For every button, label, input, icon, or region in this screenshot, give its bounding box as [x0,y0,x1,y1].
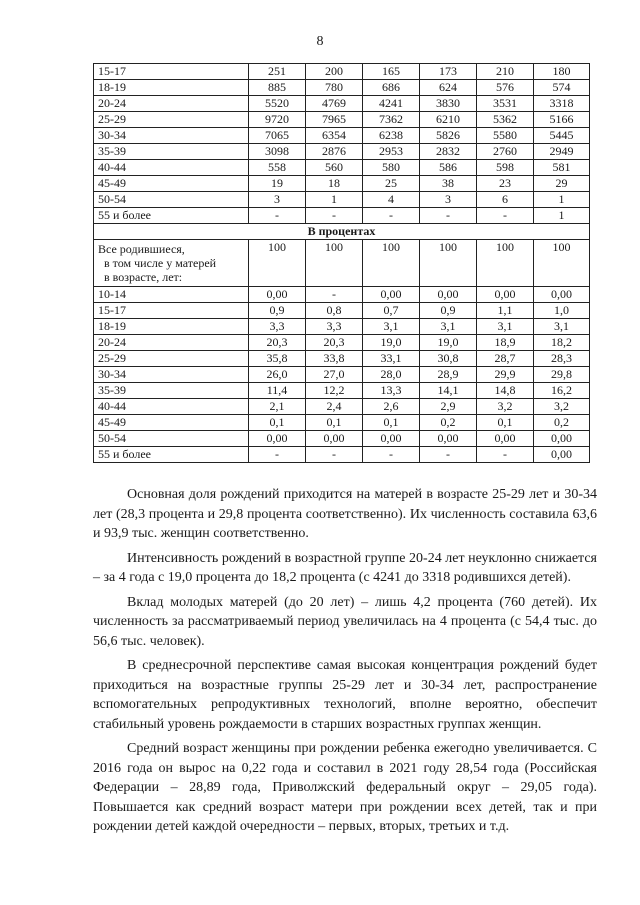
table-cell: - [363,208,420,224]
row-label: 18-19 [94,319,249,335]
table-cell: 13,3 [363,383,420,399]
table-cell: 28,9 [420,367,477,383]
table-cell: - [420,447,477,463]
table-cell: 2,1 [249,399,306,415]
table-cell: 100 [249,240,306,287]
table-cell: 576 [477,80,534,96]
percent-section [94,287,590,463]
all-births-label-line3: в возрасте, лет: [104,270,183,284]
percent-section-header [94,224,590,287]
table-cell: 5520 [249,96,306,112]
table-cell: 27,0 [306,367,363,383]
table-cell: - [249,447,306,463]
table-cell: 23 [477,176,534,192]
table-cell: 29,8 [534,367,590,383]
table-row [94,128,590,144]
table-cell: 0,00 [363,431,420,447]
table-cell: - [363,447,420,463]
table-cell: 26,0 [249,367,306,383]
table-cell: 2760 [477,144,534,160]
all-births-row [94,240,590,287]
table-cell: 0,1 [363,415,420,431]
table-cell: 3,1 [534,319,590,335]
row-label: 30-34 [94,128,249,144]
table-cell: 11,4 [249,383,306,399]
all-births-label-line1: Все родившиеся, [98,242,185,256]
table-row [94,96,590,112]
paragraph: Интенсивность рождений в возрастной группе 20-24 лет неуклонно снижается – за 4 года с 19,0 процента до 18,2 процента (с 4241 до 3318 родившихся детей). [93,550,597,585]
row-label: 55 и более [94,208,249,224]
table-cell: 20,3 [249,335,306,351]
table-row [94,367,590,383]
table-cell: 180 [534,64,590,80]
table-cell: 5580 [477,128,534,144]
table-cell: 2832 [420,144,477,160]
row-label: 35-39 [94,383,249,399]
row-label: 18-19 [94,80,249,96]
table-cell: 0,00 [249,431,306,447]
percent-section-title: В процентах [94,224,590,240]
table-cell: 9720 [249,112,306,128]
row-label: 20-24 [94,96,249,112]
row-label: 35-39 [94,144,249,160]
table-cell: 0,9 [249,303,306,319]
table-cell: 20,3 [306,335,363,351]
table-row [94,303,590,319]
row-label: 45-49 [94,176,249,192]
table-cell: 173 [420,64,477,80]
table-cell: 0,00 [363,287,420,303]
table-cell: 780 [306,80,363,96]
table-row [94,319,590,335]
table-cell: 0,7 [363,303,420,319]
table-cell: 3 [420,192,477,208]
table-cell: 3,3 [249,319,306,335]
table-cell: 33,1 [363,351,420,367]
table-cell: - [306,447,363,463]
table-cell: 2,6 [363,399,420,415]
table-cell: 624 [420,80,477,96]
table-cell: 14,8 [477,383,534,399]
row-label: 15-17 [94,64,249,80]
table-cell: 686 [363,80,420,96]
row-label: 40-44 [94,399,249,415]
table-cell: 0,00 [249,287,306,303]
table-cell: 28,3 [534,351,590,367]
table-cell: 3,2 [534,399,590,415]
row-label: 50-54 [94,192,249,208]
table-cell: 0,1 [477,415,534,431]
table-cell: 4241 [363,96,420,112]
table-cell: 16,2 [534,383,590,399]
table-cell: 0,9 [420,303,477,319]
table-cell: 598 [477,160,534,176]
table-cell: 33,8 [306,351,363,367]
table-cell: 210 [477,64,534,80]
row-label: 15-17 [94,303,249,319]
table-cell: 3,2 [477,399,534,415]
table-cell: 1 [306,192,363,208]
section-header-row [94,224,590,240]
paragraph: Вклад молодых матерей (до 20 лет) – лишь 4,2 процента (760 детей). Их численность за рассматриваемый период увеличилась на 4 процента (с 54,4 тыс. до 56,6 тыс. человек). [93,594,597,649]
table-cell: 100 [306,240,363,287]
table-cell: 0,1 [306,415,363,431]
table-cell: 0,2 [420,415,477,431]
table-cell: 100 [534,240,590,287]
table-cell: 586 [420,160,477,176]
table-cell: 1,1 [477,303,534,319]
table-row [94,112,590,128]
table-cell: 100 [420,240,477,287]
table-cell: 35,8 [249,351,306,367]
table-cell: - [306,287,363,303]
table-cell: 3830 [420,96,477,112]
table-cell: 28,0 [363,367,420,383]
table-cell: 580 [363,160,420,176]
table-row [94,144,590,160]
table-cell: 0,00 [477,431,534,447]
table-cell: 6 [477,192,534,208]
table-cell: 14,1 [420,383,477,399]
table-cell: 30,8 [420,351,477,367]
table-cell: 29 [534,176,590,192]
table-cell: 5445 [534,128,590,144]
table-cell: 0,00 [420,287,477,303]
table-cell: 25 [363,176,420,192]
table-cell: 558 [249,160,306,176]
body-text [93,485,597,842]
row-label: 25-29 [94,112,249,128]
paragraph: В среднесрочной перспективе самая высокая концентрация рождений будет приходиться на возрастные группы 25-29 лет и 30-34 лет, распространение вспомогательных репродуктивных технологий, вполне вероятно, обеспечит стабильный уровень рождаемости в старших возрастных группах женщин. [93,658,597,732]
table-cell: 2953 [363,144,420,160]
table-cell: 5826 [420,128,477,144]
table-cell: 0,8 [306,303,363,319]
table-cell: 885 [249,80,306,96]
paragraph: Основная доля рождений приходится на матерей в возрасте 25-29 лет и 30-34 лет (28,3 процента и 29,8 процента соответственно). Их численность составила 63,6 и 93,9 тыс. женщин соответственно. [93,487,597,541]
table-cell: 2949 [534,144,590,160]
table-cell: 100 [363,240,420,287]
table-cell: 200 [306,64,363,80]
table-cell: 0,1 [249,415,306,431]
row-label: 45-49 [94,415,249,431]
table-cell: 38 [420,176,477,192]
table-row [94,415,590,431]
table-cell: 3,1 [420,319,477,335]
table-row [94,383,590,399]
table-cell: - [420,208,477,224]
table-cell: 28,7 [477,351,534,367]
table-cell: 0,00 [534,431,590,447]
paragraph: Средний возраст женщины при рождении ребенка ежегодно увеличивается. С 2016 года он вырос на 0,22 года и составил в 2021 году 28,54 года (Российская Федерации – 28,89 года, Приволжский федеральный округ – 29,05 года). Повышается как средний возраст матери при рождении всех детей, так и при рождении детей каждой очередности – первых, вторых, третьих и т.д. [93,741,597,834]
table-cell: 0,2 [534,415,590,431]
table-cell: 560 [306,160,363,176]
table-cell: 19,0 [363,335,420,351]
table-row [94,80,590,96]
table-cell: - [477,447,534,463]
table-cell: 1 [534,208,590,224]
table-cell: - [477,208,534,224]
table-cell: 6238 [363,128,420,144]
table-cell: 2876 [306,144,363,160]
table-cell: 0,00 [534,287,590,303]
table-cell: 18,9 [477,335,534,351]
table-row [94,335,590,351]
table-cell: 0,00 [534,447,590,463]
table-cell: 100 [477,240,534,287]
row-label: 50-54 [94,431,249,447]
table-cell: 6210 [420,112,477,128]
all-births-label-line2: в том числе у матерей [104,256,217,270]
table-cell: 18 [306,176,363,192]
table-cell: - [249,208,306,224]
table-cell: 4 [363,192,420,208]
table-cell: 19,0 [420,335,477,351]
table-cell: 2,4 [306,399,363,415]
table-cell: - [306,208,363,224]
table-cell: 581 [534,160,590,176]
table-cell: 18,2 [534,335,590,351]
row-label: 10-14 [94,287,249,303]
table-cell: 3318 [534,96,590,112]
table-row [94,160,590,176]
row-label: 40-44 [94,160,249,176]
table-cell: 4769 [306,96,363,112]
table-row [94,64,590,80]
table-row [94,208,590,224]
births-by-mother-age-table [93,63,590,463]
table-cell: 5166 [534,112,590,128]
table-cell: 6354 [306,128,363,144]
table-cell: 0,00 [306,431,363,447]
row-label: 25-29 [94,351,249,367]
table-cell: 2,9 [420,399,477,415]
table-row [94,192,590,208]
table-row [94,287,590,303]
page-number: 8 [316,34,324,49]
table-cell: 3,3 [306,319,363,335]
counts-section [94,64,590,224]
table-cell: 3531 [477,96,534,112]
all-births-label [94,240,249,287]
table-cell: 1 [534,192,590,208]
table-cell: 3098 [249,144,306,160]
table-cell: 12,2 [306,383,363,399]
table-cell: 251 [249,64,306,80]
table-cell: 1,0 [534,303,590,319]
table-cell: 5362 [477,112,534,128]
table-row [94,351,590,367]
table-row [94,447,590,463]
table-cell: 0,00 [420,431,477,447]
table-cell: 7362 [363,112,420,128]
table-cell: 165 [363,64,420,80]
table-cell: 7965 [306,112,363,128]
table-cell: 0,00 [477,287,534,303]
row-label: 55 и более [94,447,249,463]
table-cell: 3,1 [477,319,534,335]
table-cell: 19 [249,176,306,192]
table-row [94,431,590,447]
table-cell: 7065 [249,128,306,144]
table-row [94,399,590,415]
row-label: 30-34 [94,367,249,383]
table-row [94,176,590,192]
table-cell: 574 [534,80,590,96]
row-label: 20-24 [94,335,249,351]
table-cell: 3,1 [363,319,420,335]
table-cell: 29,9 [477,367,534,383]
table-cell: 3 [249,192,306,208]
